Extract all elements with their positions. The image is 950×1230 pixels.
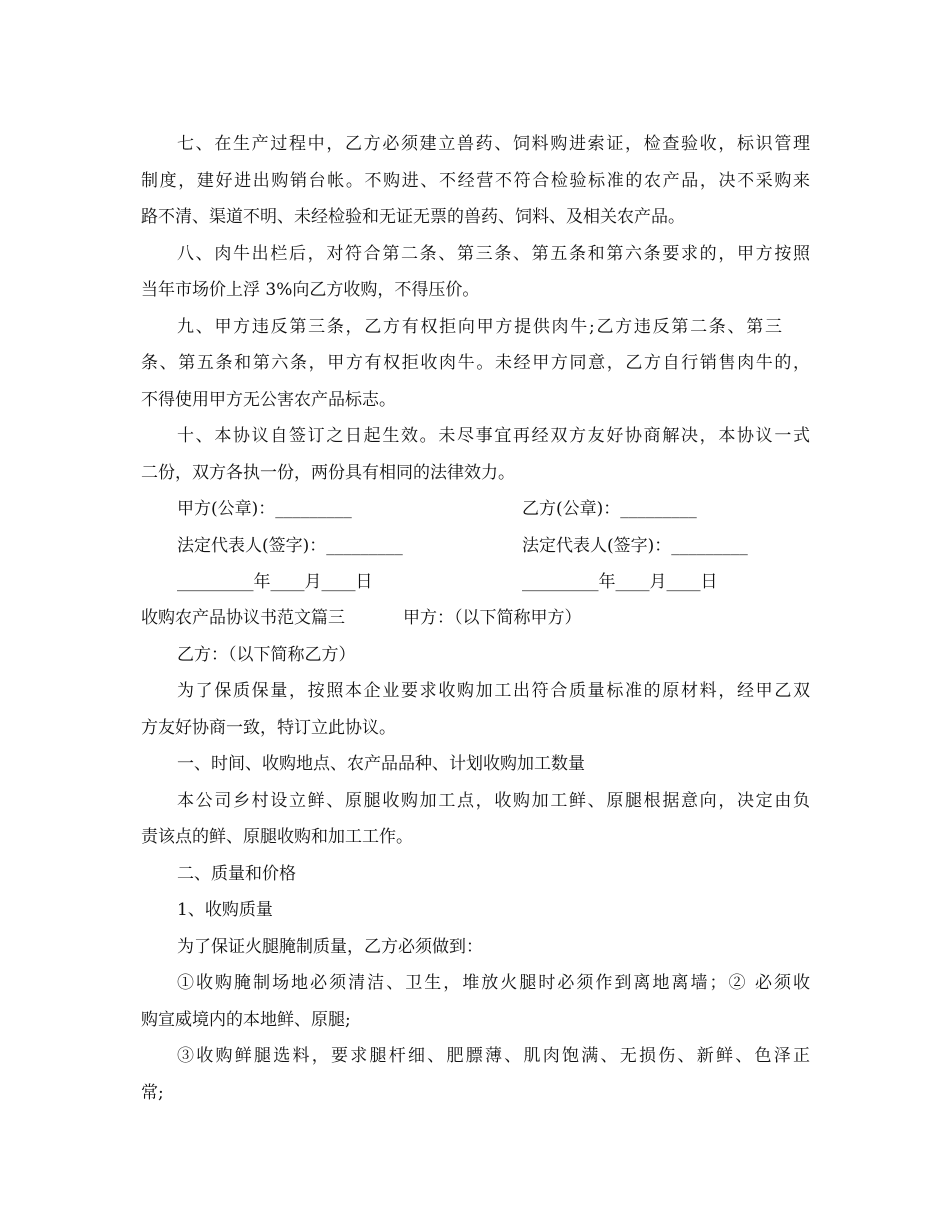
article-2-heading: 二、质量和价格 [177,864,296,884]
party-b-date: _________年____月____日 [522,572,718,592]
clause-7-line-1: 七、在生产过程中，乙方必须建立兽药、饲料购进索证，检查验收，标识管理 [177,134,810,154]
intro-line-2: 方友好协商一致，特订立此协议。 [141,718,396,738]
clause-10-line-2: 二份，双方各执一份，两份具有相同的法律效力。 [141,463,515,483]
quality-item-3-line-1: ③收购鲜腿选料，要求腿杆细、肥膘薄、肌肉饱满、无损伤、新鲜、色泽正 [177,1046,810,1066]
quality-item-1-line-1: ①收购腌制场地必须清洁、卫生，堆放火腿时必须作到离地离墙；② 必须收 [177,973,810,993]
party-b-definition: 乙方：（以下简称乙方） [177,645,356,665]
section-heading: 收购农产品协议书范文篇三 [141,608,345,628]
party-b-representative: 法定代表人(签字)：_________ [522,536,748,556]
party-a-seal: 甲方(公章)：_________ [177,499,352,519]
quality-item-1-line-2: 购宣威境内的本地鲜、原腿; [141,1010,351,1030]
party-a-representative: 法定代表人(签字)：_________ [177,536,403,556]
party-a-definition: 甲方：（以下简称甲方） [403,608,582,628]
clause-9-line-1: 九、甲方违反第三条，乙方有权拒向甲方提供肉牛;乙方违反第二条、第三 [177,317,782,337]
clause-7-line-3: 路不清、渠道不明、未经检验和无证无票的兽药、饲料、及相关农产品。 [141,207,685,227]
clause-9-line-3: 不得使用甲方无公害农产品标志。 [141,390,396,410]
article-1-line-1: 本公司乡村设立鲜、原腿收购加工点，收购加工鲜、原腿根据意向，决定由负 [177,791,810,811]
article-1-heading: 一、时间、收购地点、农产品品种、计划收购加工数量 [177,754,585,774]
quality-intro: 为了保证火腿腌制质量，乙方必须做到： [177,937,483,957]
clause-8-line-2: 当年市场价上浮 3%向乙方收购，不得压价。 [141,280,480,300]
article-1-line-2: 责该点的鲜、原腿收购和加工工作。 [141,827,413,847]
clause-10-line-1: 十、本协议自签订之日起生效。未尽事宜再经双方友好协商解决，本协议一式 [177,426,810,446]
clause-8-line-1: 八、肉牛出栏后，对符合第二条、第三条、第五条和第六条要求的，甲方按照 [177,244,810,264]
party-a-date: _________年____月____日 [177,572,373,592]
party-b-seal: 乙方(公章)：_________ [522,499,697,519]
intro-line-1: 为了保质保量，按照本企业要求收购加工出符合质量标准的原材料，经甲乙双 [177,681,810,701]
article-2-subheading: 1、收购质量 [177,900,273,920]
clause-7-line-2: 制度，建好进出购销台帐。不购进、不经营不符合检验标准的农产品，决不采购来 [141,171,810,191]
quality-item-3-line-2: 常; [141,1083,164,1103]
clause-9-line-2: 条、第五条和第六条，甲方有权拒收肉牛。未经甲方同意，乙方自行销售肉牛的， [141,353,810,373]
